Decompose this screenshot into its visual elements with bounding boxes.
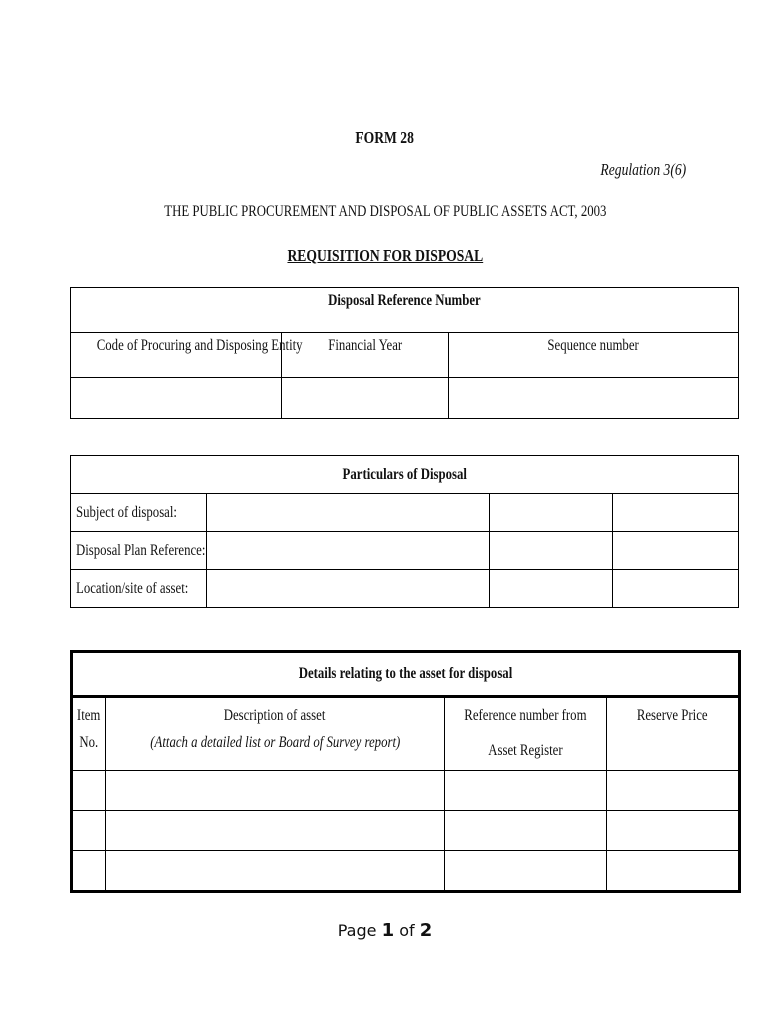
particulars-heading: Particulars of Disposal [71,456,739,494]
reserve-price-header: Reserve Price [607,697,740,771]
asset-details-table [70,650,741,893]
sequence-number-header: Sequence number [449,333,739,378]
disposal-reference-table [70,287,739,419]
location-label: Location/site of asset: [71,570,207,608]
item-number-cell[interactable] [72,851,106,892]
location-cell-extra2[interactable] [613,570,739,608]
of-word: of [399,921,415,940]
reserve-price-cell[interactable] [607,851,740,892]
item-number-header: Item No. [72,697,106,771]
entity-code-header: Code of Procuring and Disposing Entity [71,333,282,378]
act-title: THE PUBLIC PROCUREMENT AND DISPOSAL OF PUBLIC ASSETS ACT, 2003 [163,203,607,220]
asset-register-reference-header: Reference number from Asset Register [445,697,607,771]
plan-reference-field[interactable] [207,532,490,570]
particulars-table [70,455,739,608]
location-field[interactable] [207,570,490,608]
current-page: 1 [381,920,395,941]
reference-cell[interactable] [445,811,607,851]
page-number [0,920,770,941]
asset-row [72,771,740,811]
regulation-reference: Regulation 3(6) [600,160,686,179]
total-pages: 2 [419,920,433,941]
form-number: FORM 28 [355,128,415,147]
description-cell[interactable] [106,851,445,892]
reference-cell[interactable] [445,771,607,811]
financial-year-header: Financial Year [282,333,449,378]
location-cell-extra[interactable] [490,570,613,608]
asset-details-heading: Details relating to the asset for disposal [72,652,740,697]
entity-code-field[interactable] [71,378,282,419]
description-note: (Attach a detailed list or Board of Survey report) [149,734,401,751]
reserve-price-cell[interactable] [607,811,740,851]
asset-row [72,851,740,892]
subject-field[interactable] [207,494,490,532]
page-word: Page [337,921,377,940]
sequence-number-field[interactable] [449,378,739,419]
disposal-reference-heading: Disposal Reference Number [71,288,739,333]
reference-cell[interactable] [445,851,607,892]
subject-cell-extra[interactable] [490,494,613,532]
subject-cell-extra2[interactable] [613,494,739,532]
asset-row [72,811,740,851]
subject-label: Subject of disposal: [71,494,207,532]
reserve-price-cell[interactable] [607,771,740,811]
document-title: REQUISITION FOR DISPOSAL [287,246,483,265]
plan-reference-cell-extra[interactable] [490,532,613,570]
item-number-cell[interactable] [72,771,106,811]
description-header: Description of asset (Attach a detailed list or Board of Survey report) [106,697,445,771]
item-number-cell[interactable] [72,811,106,851]
plan-reference-cell-extra2[interactable] [613,532,739,570]
plan-reference-label: Disposal Plan Reference: [71,532,207,570]
description-cell[interactable] [106,811,445,851]
financial-year-field[interactable] [282,378,449,419]
description-cell[interactable] [106,771,445,811]
